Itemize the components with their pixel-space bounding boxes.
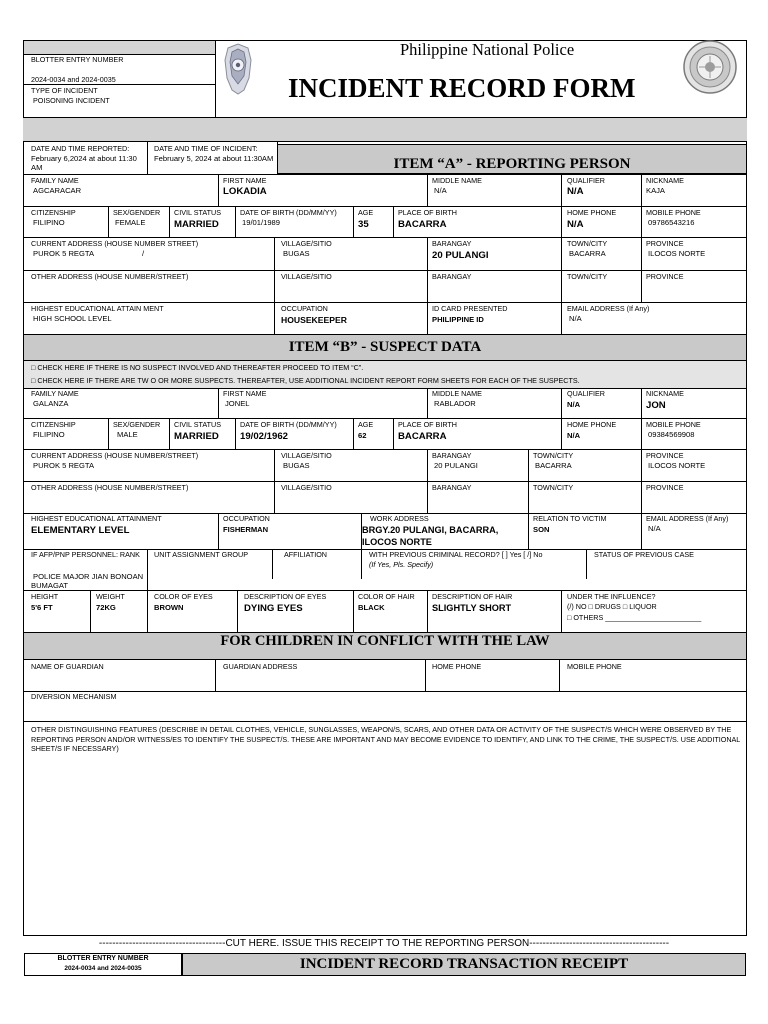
a-middle-value: N/A <box>434 186 447 195</box>
divider <box>559 660 560 691</box>
divider <box>427 388 428 418</box>
divider <box>23 206 747 207</box>
a-civil-label: CIVIL STATUS <box>174 208 221 217</box>
a-barangay-value: 20 PULANGI <box>432 250 489 261</box>
b-work-line2: ILOCOS NORTE <box>362 537 432 547</box>
incident-label: DATE AND TIME OF INCIDENT: <box>154 144 258 153</box>
divider <box>274 237 275 302</box>
divider <box>23 691 747 692</box>
b-eyes-desc-label: DESCRIPTION OF EYES <box>244 592 327 601</box>
multiple-suspects-checkbox[interactable]: □ CHECK HERE IF THERE ARE TW O OR MORE SUSPECTS. THEREAFTER, USE ADDITIONAL INCIDENT REPORT FORM SHEETS FOR EACH OF THE SUSPECTS. <box>31 376 580 385</box>
b-nickname-value: JON <box>646 400 666 411</box>
a-civil-value: MARRIED <box>174 219 219 230</box>
divider <box>274 449 275 513</box>
a-other-addr-label: OTHER ADDRESS (HOUSE NUMBER/STREET) <box>31 272 189 281</box>
divider <box>561 174 562 206</box>
b-criminal-record-label[interactable]: WITH PREVIOUS CRIMINAL RECORD? [ ] Yes [ /] No <box>369 550 543 559</box>
divider <box>641 513 642 549</box>
pnp-badge-icon <box>222 42 254 96</box>
divider <box>393 418 394 449</box>
divider <box>215 660 216 691</box>
b-town2-label: TOWN/CITY <box>533 483 574 492</box>
a-province-label: PROVINCE <box>646 239 684 248</box>
b-citizenship-label: CITIZENSHIP <box>31 420 76 429</box>
divider <box>218 513 219 549</box>
a-mobile-value: 09786543216 <box>648 218 695 227</box>
divider <box>23 174 747 175</box>
children-title: FOR CHILDREN IN CONFLICT WITH THE LAW <box>220 633 550 649</box>
divider <box>561 206 562 237</box>
agency-name: Philippine National Police <box>400 40 575 59</box>
a-town-label: TOWN/CITY <box>567 239 608 248</box>
divider <box>235 418 236 449</box>
b-family-value: GALANZA <box>33 399 69 408</box>
a-nickname-label: NICKNAME <box>646 176 684 185</box>
divider <box>169 418 170 449</box>
divider <box>427 302 428 334</box>
a-citizenship-label: CITIZENSHIP <box>31 208 76 217</box>
guardian-mobile-label: MOBILE PHONE <box>567 662 622 671</box>
b-case-status-label: STATUS OF PREVIOUS CASE <box>594 550 694 559</box>
b-eyes-color-label: COLOR OF EYES <box>154 592 213 601</box>
guardian-home-phone-label: HOME PHONE <box>432 662 482 671</box>
a-village-label: VILLAGE/SITIO <box>281 239 332 248</box>
b-hair-color-label: COLOR OF HAIR <box>358 592 415 601</box>
divider <box>353 590 354 632</box>
b-relation-value: SON <box>533 525 550 534</box>
a-cur-addr-label: CURRENT ADDRESS (HOUSE NUMBER STREET) <box>31 239 199 248</box>
diversion-label: DIVERSION MECHANISM <box>31 692 117 701</box>
b-home-phone-value: N/A <box>567 431 581 440</box>
b-village2-label: VILLAGE/SITIO <box>281 483 332 492</box>
b-weight-label: WEIGHT <box>96 592 125 601</box>
b-hair-color-value: BLACK <box>358 603 385 612</box>
a-occupation-value: HOUSEKEEPER <box>281 315 347 325</box>
b-town-label: TOWN/CITY <box>533 451 574 460</box>
b-hair-desc-value: SLIGHTLY SHORT <box>432 603 512 613</box>
b-village-label: VILLAGE/SITIO <box>281 451 332 460</box>
divider <box>23 721 747 722</box>
divider <box>108 206 109 237</box>
b-province2-label: PROVINCE <box>646 483 684 492</box>
b-village-value: BUGAS <box>283 461 310 470</box>
b-other-addr-label: OTHER ADDRESS (HOUSE NUMBER/STREET) <box>31 483 189 492</box>
b-dob-value: 19/02/1962 <box>240 431 289 442</box>
b-influence-others[interactable]: □ OTHERS ________________________ <box>567 613 702 622</box>
b-home-phone-label: HOME PHONE <box>567 420 617 429</box>
a-cur-addr-value: PUROK 5 REGTA <box>33 249 95 258</box>
divider <box>237 590 238 632</box>
b-eyes-desc-value: DYING EYES <box>244 603 303 614</box>
b-occupation-label: OCCUPATION <box>223 514 270 523</box>
divider <box>427 590 428 632</box>
divider <box>361 549 362 579</box>
b-mobile-label: MOBILE PHONE <box>646 420 701 429</box>
a-id-value: PHILIPPINE ID <box>432 315 484 324</box>
receipt-blotter-value: 2024-0034 and 2024-0035 <box>64 965 142 972</box>
divider <box>641 237 642 302</box>
divider <box>641 388 642 418</box>
b-cur-addr-value: PUROK 5 REGTA <box>33 461 95 470</box>
a-sex-value: FEMALE <box>115 218 146 227</box>
a-province-value: ILOCOS NORTE <box>648 249 706 258</box>
divider <box>23 590 747 591</box>
no-suspect-checkbox[interactable]: □ CHECK HERE IF THERE IS NO SUSPECT INVOLVED AND THEREAFTER PROCEED TO ITEM “C”. <box>31 363 364 372</box>
cut-line: --------------------------------------CUT HERE. ISSUE THIS RECEIPT TO THE REPORTING PERSON------------------------------------------ <box>98 938 670 949</box>
a-pob-value: BACARRA <box>398 219 447 230</box>
distinguishing-features-label: OTHER DISTINGUISHING FEATURES (DESCRIBE IN DETAIL CLOTHES, VEHICLE, SUNGLASSES, WEAPON/S, SCARS, AND OTHER DATA OR ACTIVITY OF THE SUSPECT/S WHICH WERE OBSERVED BY THE REPORTING PERSON AND/OR WITNESS/ES TO IDENTIFY THE SUSPECT/S. THESE ARE IMPORTANT AND MAY BECOME EVIDENCE TO IDENTIFY, AND LINK TO THE CRIME, THE SUSPECT/S. USE ADDITIONAL SHEET/S IF NECESSARY) <box>31 725 741 753</box>
b-criminal-note: (If Yes, Pls. Specify) <box>369 560 434 569</box>
a-edu-label: HIGHEST EDUCATIONAL ATTAIN MENT <box>31 304 164 313</box>
divider <box>169 206 170 237</box>
divider <box>147 549 148 590</box>
b-edu-label: HIGHEST EDUCATIONAL ATTAINMENT <box>31 514 162 523</box>
divider <box>586 549 587 579</box>
receipt-title: INCIDENT RECORD TRANSACTION RECEIPT <box>299 956 629 972</box>
b-pob-value: BACARRA <box>398 431 447 442</box>
a-edu-value: HIGH SCHOOL LEVEL <box>33 314 112 323</box>
divider <box>353 206 354 237</box>
divider <box>147 142 148 174</box>
a-barangay-label: BARANGAY <box>432 239 472 248</box>
incident-value: February 5, 2024 at about 11:30AM <box>154 154 274 163</box>
b-email-value: N/A <box>648 524 661 533</box>
header-shade <box>24 41 215 54</box>
b-qualifier-label: QUALIFIER <box>567 389 605 398</box>
b-unit-label: UNIT ASSIGNMENT GROUP <box>154 550 248 559</box>
blotter-label: BLOTTER ENTRY NUMBER <box>31 55 124 64</box>
b-nickname-label: NICKNAME <box>646 389 684 398</box>
a-mobile-label: MOBILE PHONE <box>646 208 701 217</box>
reported-label: DATE AND TIME REPORTED: <box>31 144 130 153</box>
a-age-value: 35 <box>358 219 369 230</box>
a-qualifier-label: QUALIFIER <box>567 176 605 185</box>
b-work-label: WORK ADDRESS <box>370 514 429 523</box>
b-family-label: FAMILY NAME <box>31 389 79 398</box>
a-qualifier-value: N/A <box>567 186 584 197</box>
divider <box>641 449 642 513</box>
a-first-label: FIRST NAME <box>223 176 267 185</box>
incident-type-value: POISONING INCIDENT <box>33 96 110 105</box>
b-civil-label: CIVIL STATUS <box>174 420 221 429</box>
a-village-value: BUGAS <box>283 249 310 258</box>
divider <box>23 388 747 389</box>
a-dob-value: 19/01/1989 <box>242 218 281 227</box>
a-id-label: ID CARD PRESENTED <box>432 304 508 313</box>
b-afp-rank-line1: POLICE MAJOR JIAN BONOAN <box>33 572 144 581</box>
divider <box>23 449 747 450</box>
b-email-label: EMAIL ADDRESS (If Any) <box>646 514 729 523</box>
divider <box>23 418 747 419</box>
divider <box>23 302 747 303</box>
divider <box>272 549 273 579</box>
divider <box>393 206 394 237</box>
divider <box>23 84 215 85</box>
b-middle-value: RABLADOR <box>434 399 476 408</box>
item-a-title: ITEM “A” - REPORTING PERSON <box>393 156 631 172</box>
b-height-value: 5'6 FT <box>31 603 53 612</box>
a-cur-addr-slash: / <box>142 249 145 258</box>
a-sex-label: SEX/GENDER <box>113 208 161 217</box>
a-first-value: LOKADIA <box>223 186 267 197</box>
a-barangay2-label: BARANGAY <box>432 272 472 281</box>
incident-type-label: TYPE OF INCIDENT <box>31 86 98 95</box>
divider <box>235 206 236 237</box>
form-title: INCIDENT RECORD FORM <box>288 73 636 103</box>
b-hair-desc-label: DESCRIPTION OF HAIR <box>432 592 513 601</box>
divider <box>641 206 642 237</box>
b-work-line1: BRGY.20 PULANGI, BACARRA, <box>362 525 499 535</box>
a-home-phone-label: HOME PHONE <box>567 208 617 217</box>
b-age-value: 62 <box>358 431 367 440</box>
b-occupation-value: FISHERMAN <box>223 525 269 534</box>
b-edu-value: ELEMENTARY LEVEL <box>31 525 130 536</box>
divider <box>427 449 428 513</box>
divider <box>425 660 426 691</box>
divider <box>108 418 109 449</box>
divider <box>90 590 91 632</box>
divider <box>147 590 148 632</box>
divider <box>218 174 219 206</box>
b-qualifier-value: N/A <box>567 400 581 409</box>
b-cur-addr-label: CURRENT ADDRESS (HOUSE NUMBER/STREET) <box>31 451 199 460</box>
divider <box>215 40 216 117</box>
divider <box>353 418 354 449</box>
a-pob-label: PLACE OF BIRTH <box>398 208 457 217</box>
a-occupation-label: OCCUPATION <box>281 304 328 313</box>
pnp-seal-icon <box>680 40 740 96</box>
b-afp-rank-line2: BUMAGAT <box>31 581 68 590</box>
divider <box>23 270 747 271</box>
b-sex-value: MALE <box>117 430 138 439</box>
item-b-title: ITEM “B” - SUSPECT DATA <box>288 339 482 355</box>
b-weight-value: 72KG <box>96 603 116 612</box>
a-family-value: AGCARACAR <box>33 186 82 195</box>
divider <box>218 388 219 418</box>
b-influence-options[interactable]: (/) NO □ DRUGS □ LIQUOR <box>567 602 657 611</box>
a-family-label: FAMILY NAME <box>31 176 79 185</box>
b-age-label: AGE <box>358 420 374 429</box>
b-influence-label: UNDER THE INFLUENCE? <box>567 592 656 601</box>
a-nickname-value: KAJA <box>646 186 665 195</box>
b-sex-label: SEX/GENDER <box>113 420 161 429</box>
a-email-value: N/A <box>569 314 582 323</box>
b-barangay2-label: BARANGAY <box>432 483 472 492</box>
blank-band <box>23 117 747 142</box>
b-first-value: JONEL <box>225 399 250 408</box>
a-province2-label: PROVINCE <box>646 272 684 281</box>
divider <box>561 388 562 418</box>
b-town-value: BACARRA <box>535 461 572 470</box>
b-barangay-value: 20 PULANGI <box>434 461 478 470</box>
divider <box>561 418 562 449</box>
divider <box>427 237 428 302</box>
a-email-label: EMAIL ADDRESS (If Any) <box>567 304 650 313</box>
b-barangay-label: BARANGAY <box>432 451 472 460</box>
divider <box>561 237 562 302</box>
a-middle-label: MIDDLE NAME <box>432 176 482 185</box>
divider <box>528 513 529 549</box>
a-town-value: BACARRA <box>569 249 606 258</box>
b-affiliation-label: AFFILIATION <box>284 550 327 559</box>
b-eyes-color-value: BROWN <box>154 603 184 612</box>
b-dob-label: DATE OF BIRTH (DD/MM/YY) <box>240 420 337 429</box>
divider <box>427 174 428 206</box>
b-province-label: PROVINCE <box>646 451 684 460</box>
divider <box>23 481 747 482</box>
a-village2-label: VILLAGE/SITIO <box>281 272 332 281</box>
b-province-value: ILOCOS NORTE <box>648 461 706 470</box>
receipt-blotter-label: BLOTTER ENTRY NUMBER <box>57 955 149 962</box>
b-civil-value: MARRIED <box>174 431 219 442</box>
b-citizenship-value: FILIPINO <box>33 430 65 439</box>
divider <box>23 237 747 238</box>
divider <box>528 449 529 513</box>
b-relation-label: RELATION TO VICTIM <box>533 514 607 523</box>
b-mobile-value: 09384569908 <box>648 430 695 439</box>
a-town2-label: TOWN/CITY <box>567 272 608 281</box>
b-afp-label: IF AFP/PNP PERSONNEL: RANK <box>31 550 140 559</box>
divider <box>561 590 562 632</box>
b-first-label: FIRST NAME <box>223 389 267 398</box>
divider <box>274 302 275 334</box>
a-dob-label: DATE OF BIRTH (DD/MM/YY) <box>240 208 337 217</box>
a-home-phone-value: N/A <box>567 219 584 230</box>
b-middle-label: MIDDLE NAME <box>432 389 482 398</box>
divider <box>641 174 642 206</box>
b-pob-label: PLACE OF BIRTH <box>398 420 457 429</box>
a-citizenship-value: FILIPINO <box>33 218 65 227</box>
reported-value: February 6,2024 at about 11:30 AM <box>31 154 137 172</box>
guardian-address-label: GUARDIAN ADDRESS <box>223 662 298 671</box>
a-age-label: AGE <box>358 208 374 217</box>
guardian-name-label: NAME OF GUARDIAN <box>31 662 104 671</box>
b-height-label: HEIGHT <box>31 592 59 601</box>
divider <box>561 302 562 334</box>
blotter-value: 2024-0034 and 2024-0035 <box>31 75 116 84</box>
divider <box>641 418 642 449</box>
